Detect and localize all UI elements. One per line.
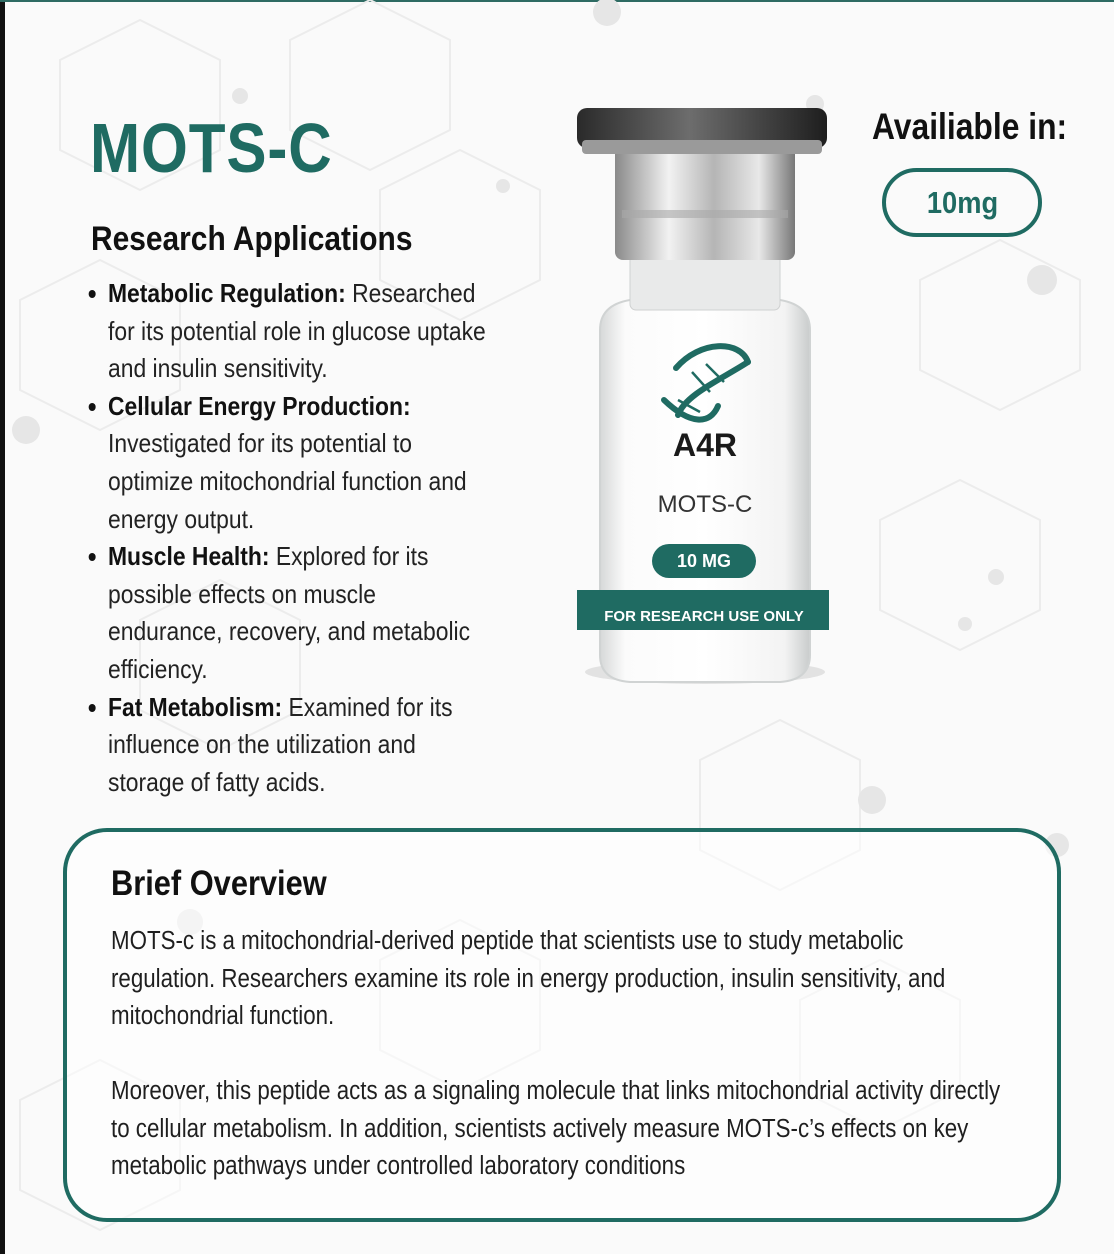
product-title: MOTS-C [90, 109, 333, 187]
availability-heading: Availiable in: [872, 106, 1068, 147]
research-applications-list [108, 275, 495, 801]
item-lead: Metabolic Regulation: [108, 278, 346, 308]
overview-paragraph-2: Moreover, this peptide acts as a signaling molecule that links mitochondrial activity directly to cellular metabolism. In addition, scientists actively measure MOTS-c’s effects on key metabolic pathways under controlled laboratory conditions [111, 1077, 1001, 1181]
product-vial-image [560, 100, 850, 700]
list-item [108, 388, 495, 538]
item-text: Explored for its possible effects on muscle endurance, recovery, and metabolic efficiency. [108, 541, 471, 684]
list-item [108, 689, 495, 802]
item-text: Examined for its influence on the utilization and storage of fatty acids. [108, 691, 453, 797]
item-text: Researched for its potential role in glucose uptake and insulin sensitivity. [108, 278, 486, 384]
size-option-label: 10mg [926, 184, 998, 220]
list-item [108, 275, 495, 388]
size-option-button[interactable] [882, 168, 1042, 237]
list-item [108, 538, 495, 688]
vial-banner: FOR RESEARCH USE ONLY [604, 608, 804, 625]
research-applications-heading: Research Applications [91, 220, 413, 258]
overview-paragraph-1: MOTS-c is a mitochondrial-derived peptide that scientists use to study metabolic regulation. Researchers examine its role in energy production, insulin sensitivity, and mitochondrial function. [111, 927, 946, 1031]
item-lead: Cellular Energy Production: [108, 390, 411, 421]
vial-dose: 10 MG [676, 551, 732, 571]
item-lead: Muscle Health: [108, 541, 270, 572]
overview-heading: Brief Overview [111, 864, 327, 903]
item-text: Investigated for its potential to optimize mitochondrial function and energy output. [108, 428, 467, 534]
vial-product-name: MOTS-C [657, 491, 753, 518]
item-lead: Fat Metabolism: [108, 691, 283, 722]
vial-brand: A4R [672, 427, 738, 463]
